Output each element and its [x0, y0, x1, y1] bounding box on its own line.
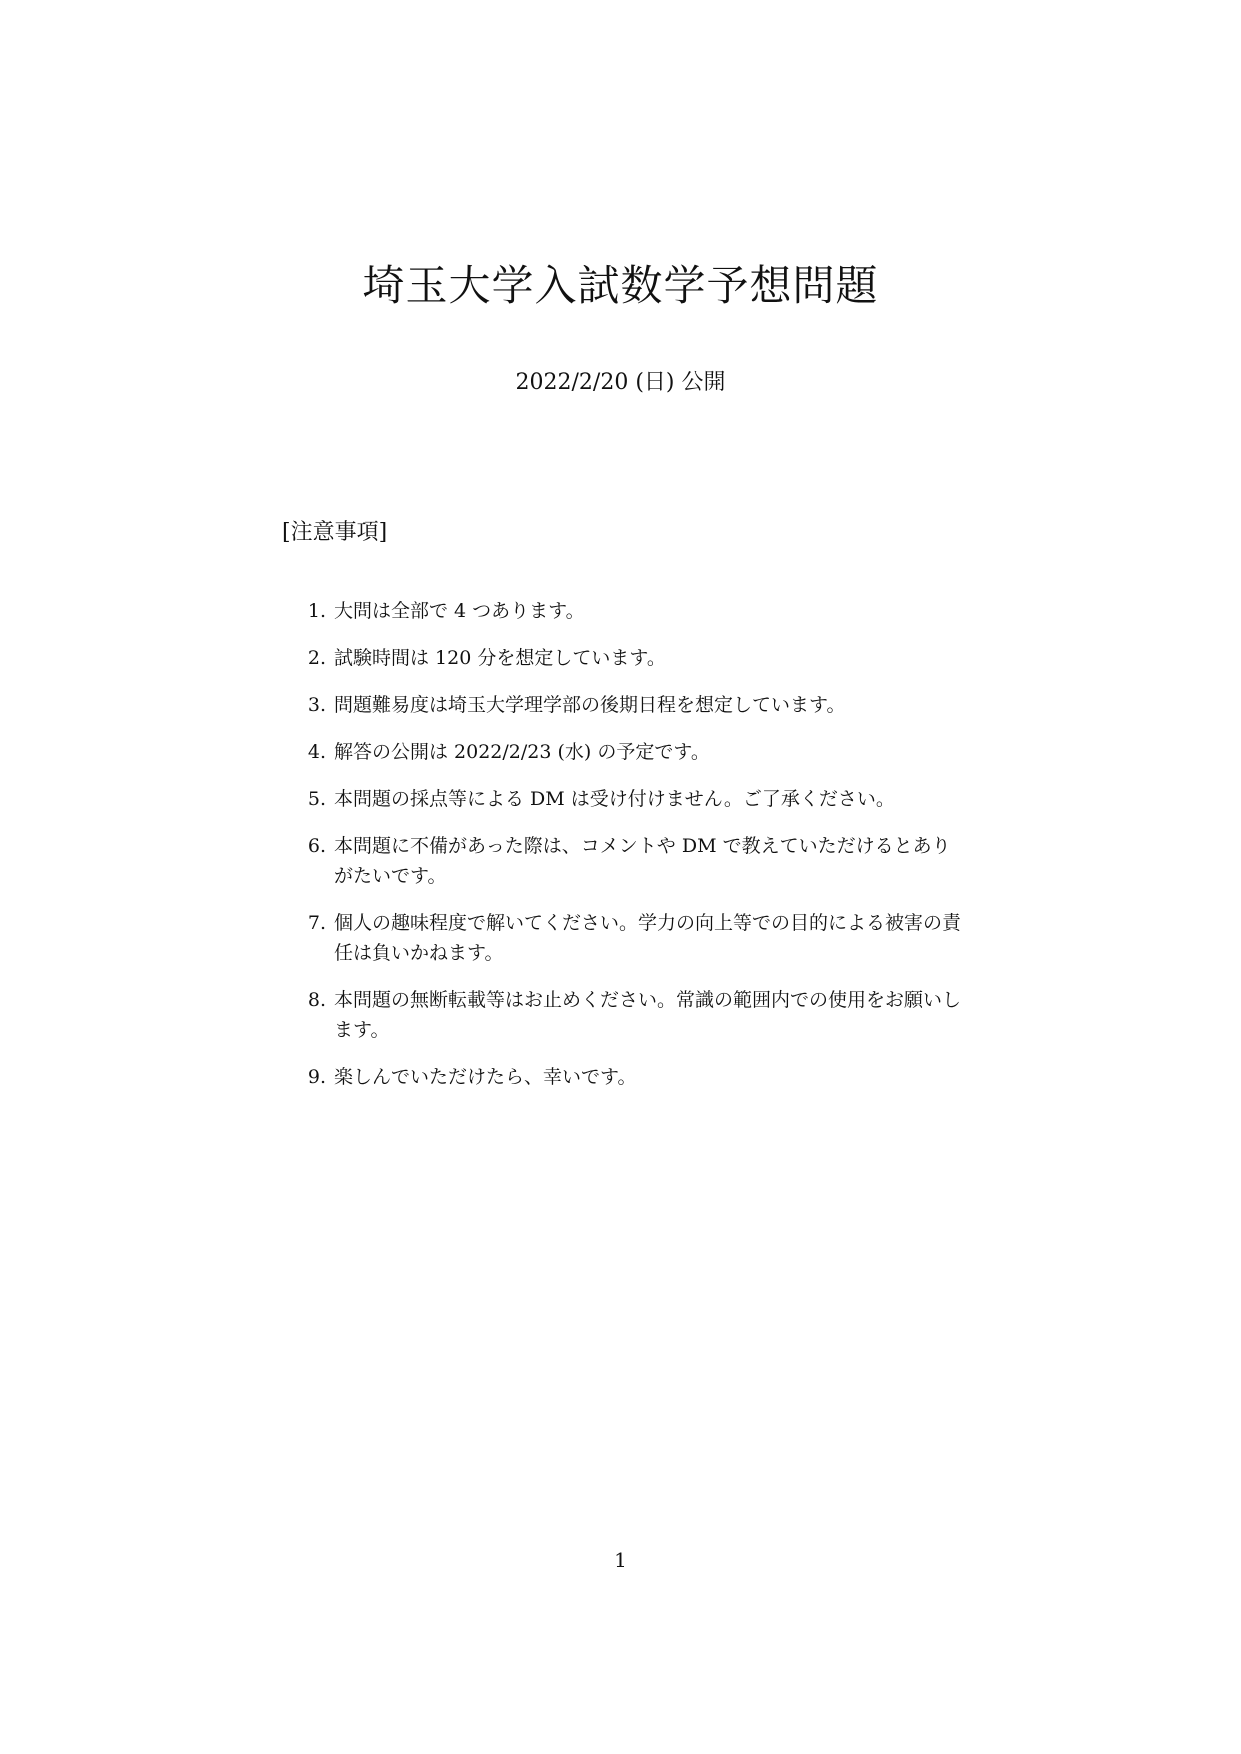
note-number: 8. [307, 989, 326, 1011]
note-number: 6. [307, 835, 326, 857]
note-item [300, 985, 968, 1045]
note-number: 3. [307, 694, 326, 716]
note-number: 5. [307, 788, 326, 810]
document-title: 埼玉大学入試数学予想問題 [362, 261, 879, 310]
note-item [300, 908, 968, 968]
note-number: 1. [307, 600, 326, 622]
notes-heading: [注意事項] [282, 520, 388, 545]
note-text: 大問は全部で 4 つあります。 [334, 600, 585, 622]
note-text: 解答の公開は 2022/2/23 (水) の予定です。 [334, 741, 710, 763]
note-number: 7. [307, 912, 326, 934]
note-text: 楽しんでいただけたら、幸いです。 [334, 1066, 637, 1088]
note-text: 問題難易度は埼玉大学理学部の後期日程を想定しています。 [334, 694, 846, 716]
note-text: 本問題の採点等による DM は受け付けません。ご了承ください。 [334, 788, 895, 810]
notes-list [300, 596, 968, 1109]
note-item [300, 643, 968, 673]
note-text: 本問題に不備があった際は、コメントや DM で教えていただけるとありがたいです。 [334, 835, 951, 887]
note-text: 個人の趣味程度で解いてください。学力の向上等での目的による被害の責任は負いかねます。 [334, 912, 962, 964]
note-item [300, 596, 968, 626]
note-item [300, 784, 968, 814]
publication-date: 2022/2/20 (日) 公開 [515, 370, 726, 395]
note-number: 2. [307, 647, 326, 669]
note-text: 本問題の無断転載等はお止めください。常識の範囲内での使用をお願いします。 [334, 989, 962, 1041]
page-number: 1 [614, 1548, 627, 1572]
note-item [300, 737, 968, 767]
note-item [300, 690, 968, 720]
note-item [300, 1062, 968, 1092]
note-item [300, 831, 968, 891]
note-number: 9. [307, 1066, 326, 1088]
note-number: 4. [307, 741, 326, 763]
note-text: 試験時間は 120 分を想定しています。 [334, 647, 666, 669]
